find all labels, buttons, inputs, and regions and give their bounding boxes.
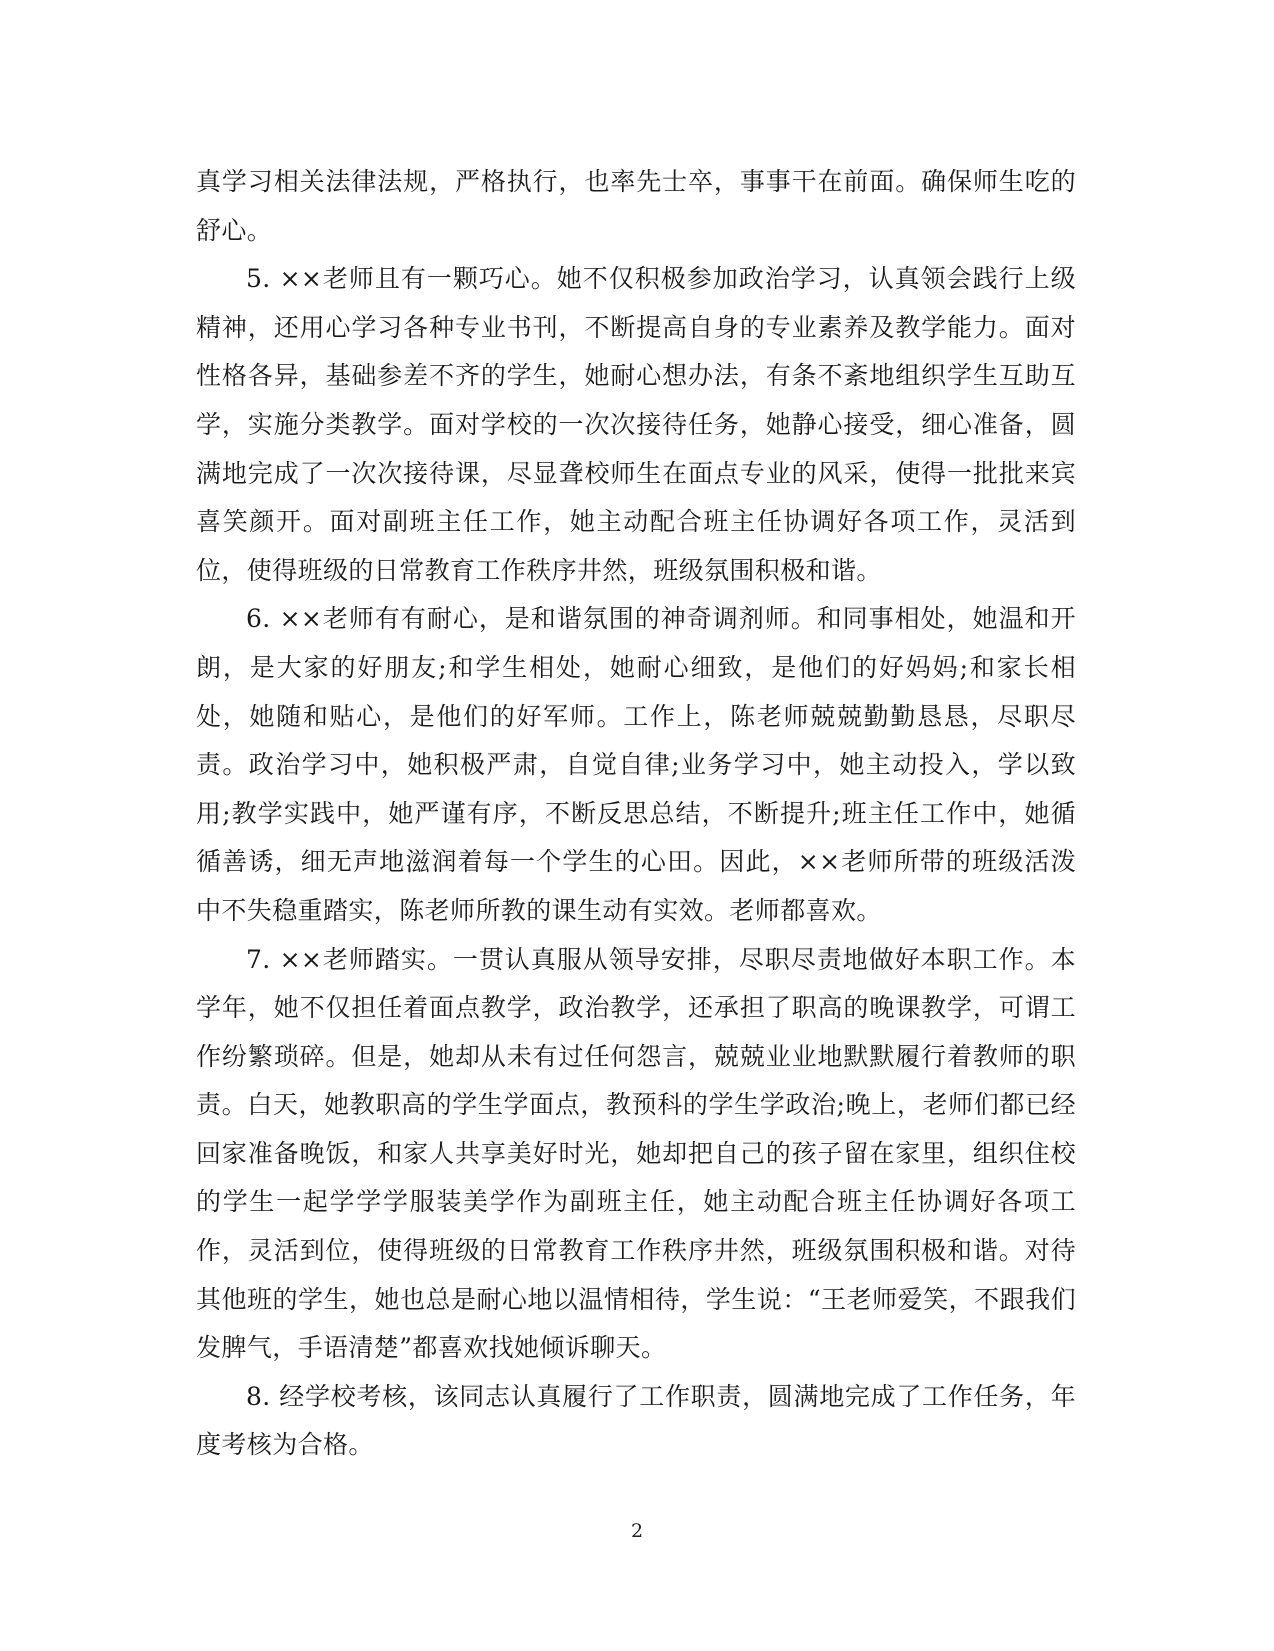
paragraph-item-7: 7. ××老师踏实。一贯认真服从领导安排，尽职尽责地做好本职工作。本学年，她不仅担任着面点教学，政治教学，还承担了职高的晚课教学，可谓工作纷繁琐碎。但是，她却从未有过任何怨言，兢兢业业地默默履行着教师的职责。白天，她教职高的学生学面点，教预科的学生学政治;晚上，老师们都已经回家准备晚饭，和家人共享美好时光，她却把自己的孩子留在家里，组织住校的学生一起学学学服装美学作为副班主任，她主动配合班主任协调好各项工作，灵活到位，使得班级的日常教育工作秩序井然，班级氛围积极和谐。对待其他班的学生，她也总是耐心地以温情相待，学生说：“王老师爱笑，不跟我们发脾气，手语清楚”都喜欢找她倾诉聊天。 <box>196 944 1076 1363</box>
page-number: 2 <box>630 1520 644 1542</box>
paragraph-continuation: 真学习相关法律法规，严格执行，也率先士卒，事事干在前面。确保师生吃的舒心。 <box>196 167 1076 245</box>
paragraph-item-5: 5. ××老师且有一颗巧心。她不仅积极参加政治学习，认真领会践行上级精神，还用心学习各种专业书刊，不断提高自身的专业素养及教学能力。面对性格各异，基础参差不齐的学生，她耐心想办法，有条不紊地组织学生互助互学，实施分类教学。面对学校的一次次接待任务，她静心接受，细心准备，圆满地完成了一次次接待课，尽显聋校师生在面点专业的风采，使得一批批来宾喜笑颜开。面对副班主任工作，她主动配合班主任协调好各项工作，灵活到位，使得班级的日常教育工作秩序井然，班级氛围积极和谐。 <box>196 264 1076 585</box>
document-body <box>196 158 1076 1470</box>
paragraph-item-6: 6. ××老师有有耐心，是和谐氛围的神奇调剂师。和同事相处，她温和开朗，是大家的好朋友;和学生相处，她耐心细致，是他们的好妈妈;和家长相处，她随和贴心，是他们的好军师。工作上，陈老师兢兢勤勤恳恳，尽职尽责。政治学习中，她积极严肃，自觉自律;业务学习中，她主动投入，学以致用;教学实践中，她严谨有序，不断反思总结，不断提升;班主任工作中，她循循善诱，细无声地滋润着每一个学生的心田。因此，××老师所带的班级活泼中不失稳重踏实，陈老师所教的课生动有实效。老师都喜欢。 <box>196 604 1076 925</box>
paragraph-item-8: 8. 经学校考核，该同志认真履行了工作职责，圆满地完成了工作任务，年度考核为合格。 <box>196 1381 1076 1460</box>
